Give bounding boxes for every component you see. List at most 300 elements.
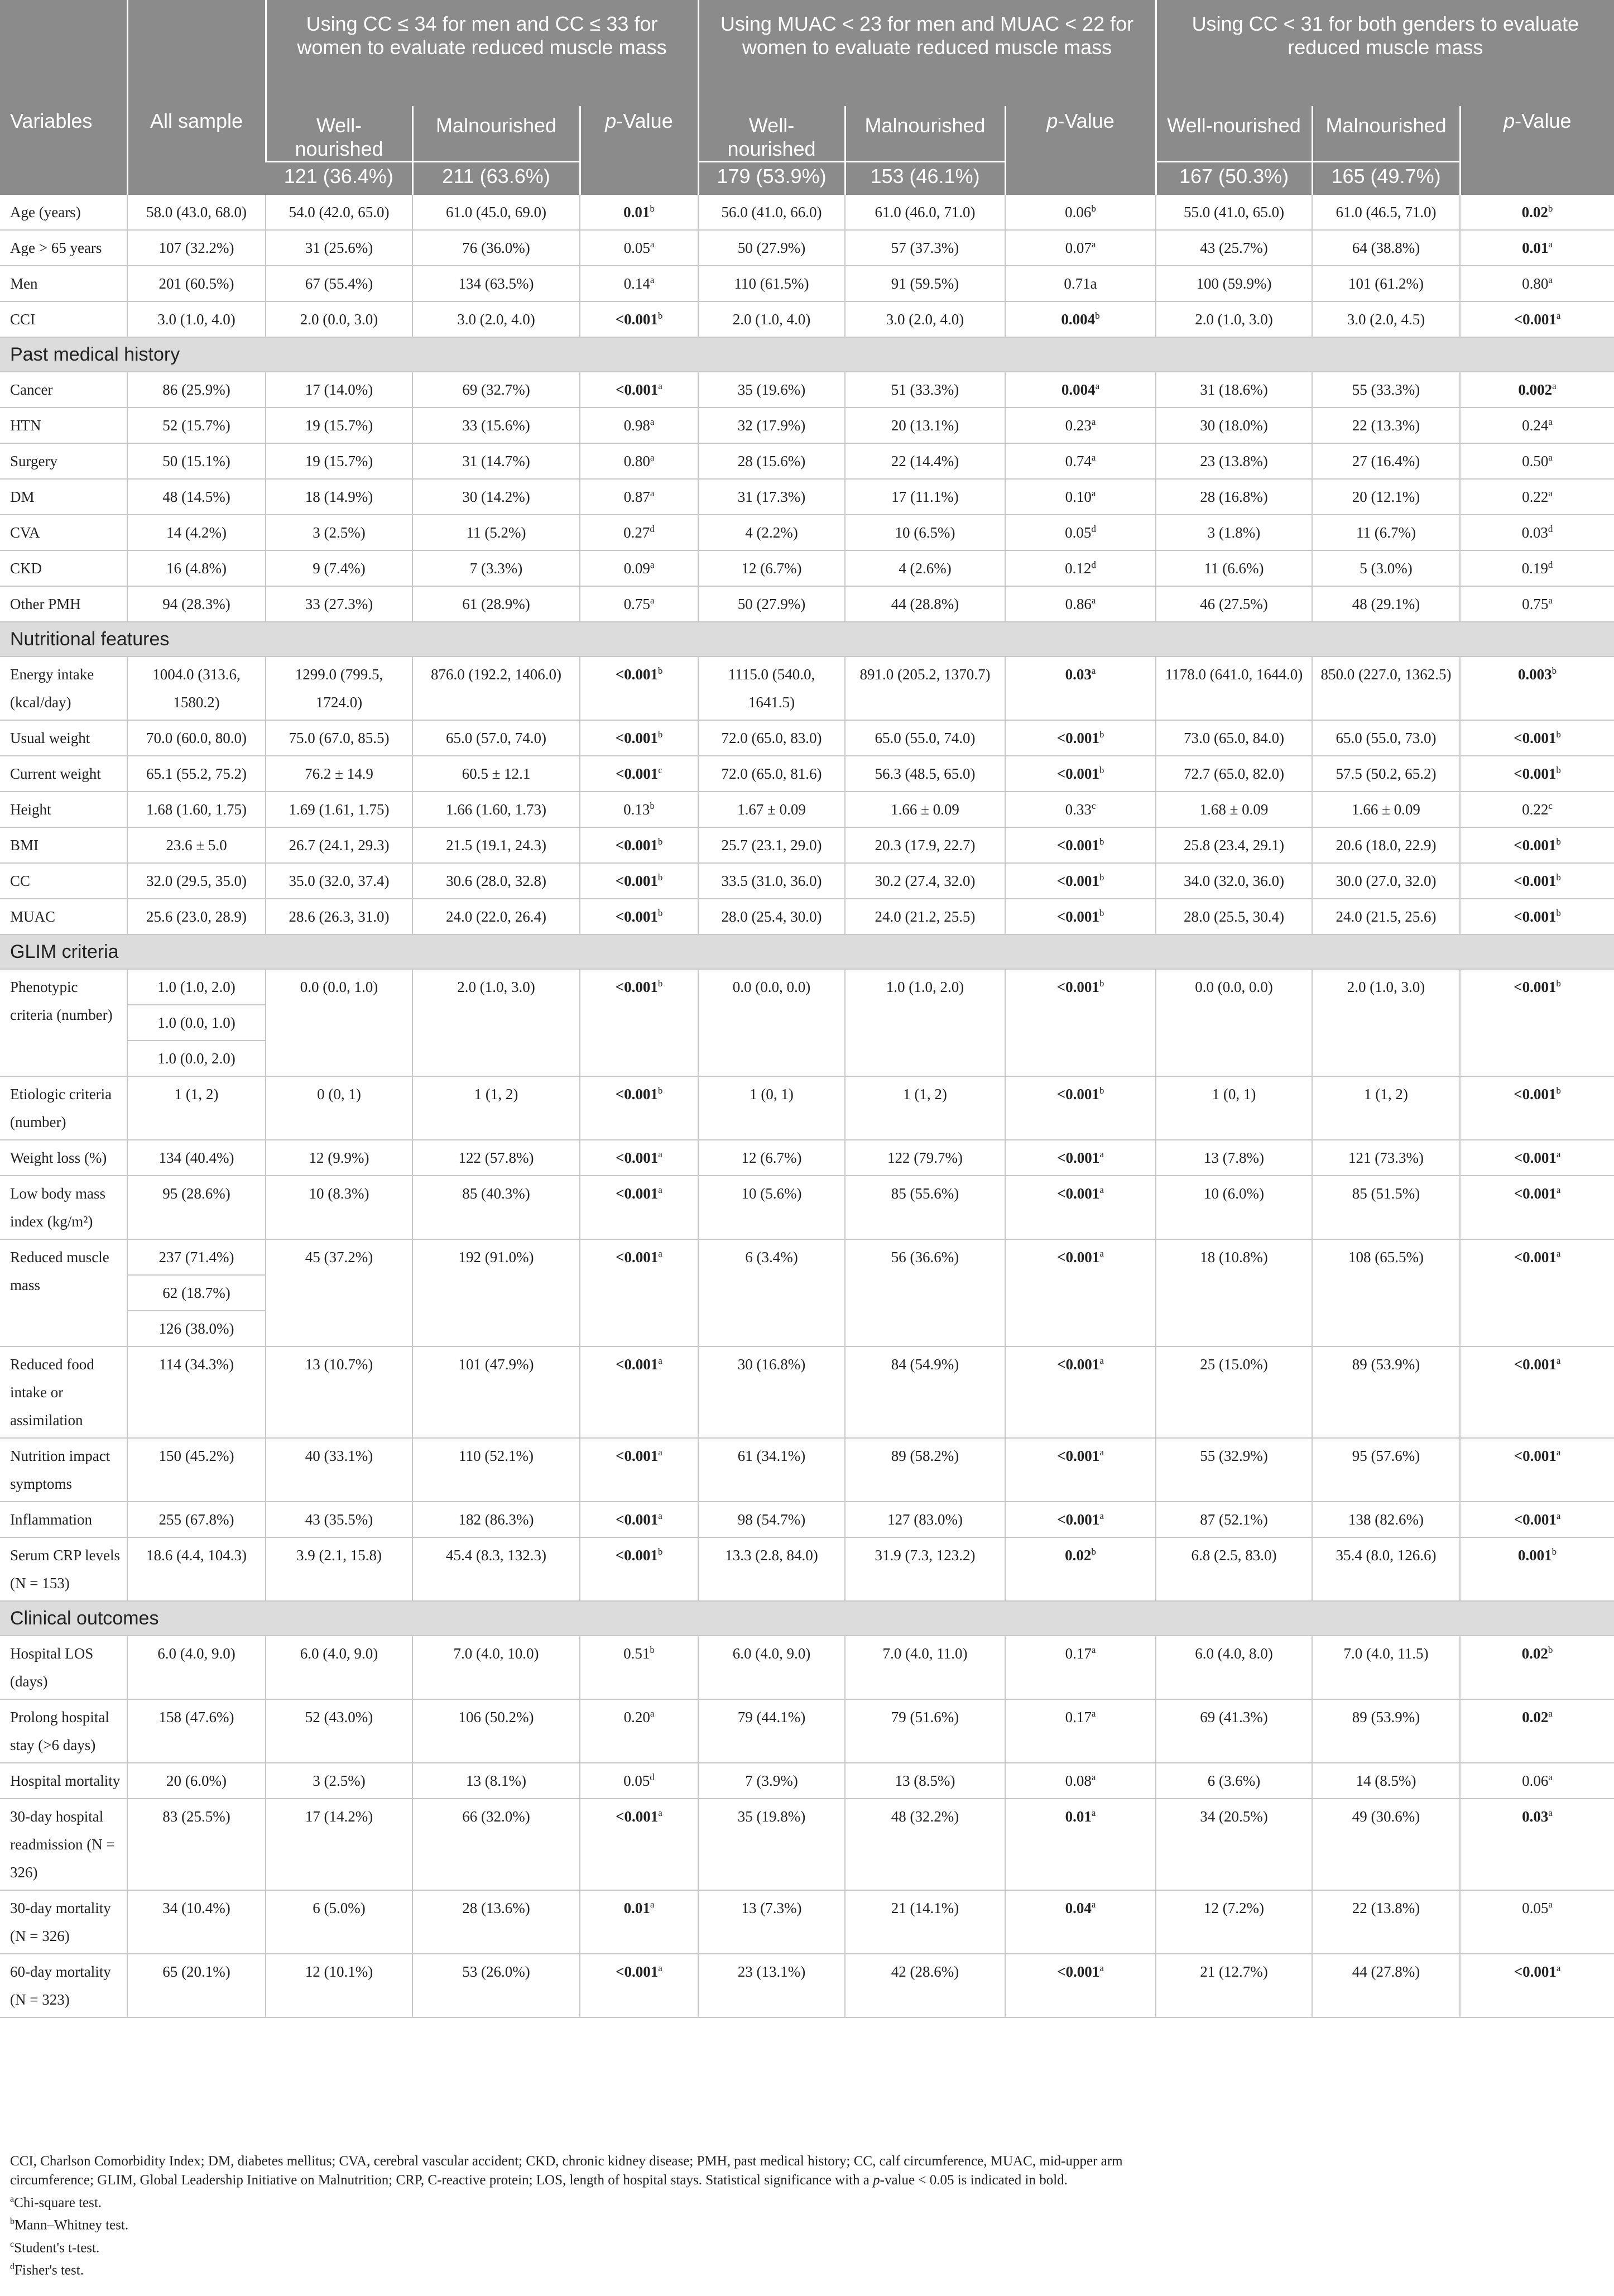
- row-label: CVA: [0, 515, 127, 550]
- test-marker: a: [1556, 1511, 1561, 1521]
- test-marker: b: [1556, 765, 1561, 775]
- all-sample-cell: 255 (67.8%): [127, 1502, 266, 1537]
- p-value-cell: [1460, 515, 1614, 550]
- test-marker: b: [650, 801, 655, 811]
- p-value-cell: [1005, 1636, 1156, 1699]
- test-marker: a: [1091, 452, 1096, 463]
- p-value-cell: [580, 301, 698, 337]
- all-sample-cell: 16 (4.8%): [127, 550, 266, 586]
- row-label: CKD: [0, 550, 127, 586]
- p-value-cell: [580, 479, 698, 515]
- well-nourished-cell: 18 (10.8%): [1156, 1239, 1312, 1346]
- test-note: [10, 2235, 1182, 2257]
- well-nourished-cell: 1.68 ± 0.09: [1156, 792, 1312, 827]
- well-nourished-cell: 18 (14.9%): [266, 479, 412, 515]
- test-marker: b: [1099, 765, 1104, 775]
- p-value: <0.001: [1514, 730, 1557, 746]
- p-value: <0.001: [1514, 837, 1557, 854]
- abbreviation-note: CCI, Charlson Comorbidity Index; DM, diabetes mellitus; CVA, cerebral vascular accident; CKD, chronic kidney disease; PMH, past medical history; CC, calf circumference, MUAC, mid-upper arm circumference; GLIM, Global Leadership Initiative on Malnutrition; CRP, C-reactive protein; LOS, length of hospital stays. Statistical significance with a p-value < 0.05 is indicated in bold.: [10, 2154, 1123, 2188]
- row-label: Nutrition impact symptoms: [0, 1438, 127, 1502]
- p-value: <0.001: [1514, 1149, 1557, 1166]
- all-sample-cell: 65.1 (55.2, 75.2): [127, 756, 266, 792]
- p-value: 0.12: [1065, 560, 1092, 577]
- malnourished-cell: 101 (61.2%): [1312, 266, 1460, 301]
- malnourished-cell: 24.0 (21.5, 25.6): [1312, 899, 1460, 934]
- well-nourished-cell: 72.0 (65.0, 83.0): [698, 720, 845, 756]
- test-marker: b: [1556, 872, 1561, 883]
- p-value: <0.001: [616, 1963, 659, 1980]
- well-nourished-cell: 13 (7.8%): [1156, 1140, 1312, 1176]
- well-nourished-cell: 31 (17.3%): [698, 479, 845, 515]
- well-nourished-cell: 2.0 (1.0, 4.0): [698, 301, 845, 337]
- test-marker: a: [1556, 1149, 1561, 1159]
- p-value: 0.003: [1517, 666, 1552, 683]
- p-value: 0.002: [1518, 381, 1553, 398]
- p-value-cell: [1005, 899, 1156, 934]
- malnourished-cell: 22 (13.3%): [1312, 408, 1460, 443]
- malnourished-cell: 79 (51.6%): [845, 1699, 1005, 1763]
- row-label: Usual weight: [0, 720, 127, 756]
- note-marker: c: [10, 2239, 15, 2249]
- test-marker: a: [1095, 381, 1100, 391]
- well-nourished-cell: 1.67 ± 0.09: [698, 792, 845, 827]
- table-row: [0, 1890, 1614, 1954]
- p-value-cell: [1005, 1799, 1156, 1890]
- test-marker: a: [1548, 1899, 1553, 1910]
- well-nourished-cell: 35 (19.8%): [698, 1799, 845, 1890]
- test-marker: b: [1548, 1645, 1553, 1655]
- test-marker: a: [1091, 1708, 1096, 1719]
- p-value-cell: [580, 515, 698, 550]
- p-value: 0.01: [1065, 1808, 1092, 1825]
- all-sample-cell: 20 (6.0%): [127, 1763, 266, 1799]
- p-value: 0.05: [1522, 1900, 1549, 1916]
- p-value: 0.87: [623, 488, 650, 505]
- test-marker: d: [1548, 559, 1553, 570]
- malnourished-cell: 89 (58.2%): [845, 1438, 1005, 1502]
- malnourished-cell: 108 (65.5%): [1312, 1239, 1460, 1346]
- malnourished-cell: 127 (83.0%): [845, 1502, 1005, 1537]
- section-heading: Clinical outcomes: [0, 1601, 1614, 1636]
- p-value: 0.10: [1065, 488, 1092, 505]
- p-value-cell: [1460, 1438, 1614, 1502]
- well-nourished-cell: 1.69 (1.61, 1.75): [266, 792, 412, 827]
- p-value-cell: [580, 656, 698, 720]
- p-value-cell: [1005, 1537, 1156, 1601]
- row-label: Cancer: [0, 372, 127, 408]
- p-value-cell: [1460, 1954, 1614, 2017]
- header-blank: [127, 0, 266, 106]
- p-value: <0.001: [1514, 1511, 1557, 1528]
- p-value: 0.02: [1065, 1547, 1092, 1564]
- footnotes: [10, 2152, 1182, 2280]
- p-value-cell: [1460, 550, 1614, 586]
- p-value: 0.02: [1522, 1709, 1549, 1725]
- malnourished-cell: 11 (5.2%): [412, 515, 580, 550]
- all-sample-value: 1.0 (1.0, 2.0): [128, 970, 265, 1005]
- table-row: [0, 656, 1614, 720]
- p-value: <0.001: [616, 1808, 659, 1825]
- note-marker: a: [10, 2194, 15, 2204]
- test-marker: a: [658, 1511, 662, 1521]
- well-nourished-cell: 6.8 (2.5, 83.0): [1156, 1537, 1312, 1601]
- well-nourished-cell: 30 (16.8%): [698, 1346, 845, 1438]
- table-row: [0, 1763, 1614, 1799]
- row-label: 30-day mortality (N = 326): [0, 1890, 127, 1954]
- malnourished-cell: 1.0 (1.0, 2.0): [845, 969, 1005, 1076]
- table-row: [0, 230, 1614, 266]
- well-nourished-cell: 55.0 (41.0, 65.0): [1156, 195, 1312, 230]
- all-sample-cell: 70.0 (60.0, 80.0): [127, 720, 266, 756]
- test-marker: b: [657, 310, 663, 321]
- p-value-cell: [1460, 1636, 1614, 1699]
- well-nourished-cell: 72.7 (65.0, 82.0): [1156, 756, 1312, 792]
- p-value: 0.08: [1065, 1772, 1092, 1789]
- malnourished-cell: 65.0 (57.0, 74.0): [412, 720, 580, 756]
- p-value: 0.001: [1517, 1547, 1552, 1564]
- test-marker: a: [658, 381, 662, 391]
- p-value: 0.03: [1522, 1808, 1549, 1825]
- well-nourished-cell: 50 (27.9%): [698, 586, 845, 622]
- malnourished-cell: 122 (57.8%): [412, 1140, 580, 1176]
- malnourished-cell: 5 (3.0%): [1312, 550, 1460, 586]
- malnourished-cell: 13 (8.1%): [412, 1763, 580, 1799]
- all-sample-value: 237 (71.4%): [128, 1240, 265, 1276]
- test-marker: b: [1091, 1546, 1096, 1557]
- malnourished-cell: 85 (40.3%): [412, 1176, 580, 1239]
- well-nourished-cell: 87 (52.1%): [1156, 1502, 1312, 1537]
- test-marker: d: [650, 1772, 655, 1782]
- malnourished-cell: 22 (13.8%): [1312, 1890, 1460, 1954]
- test-marker: a: [650, 559, 655, 570]
- malnourished-cell: 1.66 ± 0.09: [1312, 792, 1460, 827]
- test-marker: a: [658, 1149, 662, 1159]
- group-header-cc31: Using CC < 31 for both genders to evaluate reduced muscle mass: [1156, 0, 1614, 106]
- table-row: [0, 408, 1614, 443]
- all-sample-cell: 86 (25.9%): [127, 372, 266, 408]
- test-marker: a: [658, 1185, 662, 1195]
- p-value: 0.20: [623, 1709, 650, 1725]
- malnourished-cell: 121 (73.3%): [1312, 1140, 1460, 1176]
- p-value: 0.07: [1065, 239, 1092, 256]
- p-value-cell: [1460, 756, 1614, 792]
- well-nourished-cell: 72.0 (65.0, 81.6): [698, 756, 845, 792]
- malnourished-cell: 55 (33.3%): [1312, 372, 1460, 408]
- note-text: Fisher's test.: [15, 2263, 84, 2278]
- row-label: Current weight: [0, 756, 127, 792]
- well-nourished-cell: 0 (0, 1): [266, 1076, 412, 1140]
- p-value: 0.05: [1065, 524, 1092, 541]
- well-nourished-cell: 4 (2.2%): [698, 515, 845, 550]
- p-value: <0.001: [1057, 1963, 1100, 1980]
- well-nourished-cell: 32 (17.9%): [698, 408, 845, 443]
- p-value: <0.001: [1056, 1086, 1099, 1103]
- p-value-cell: [580, 1502, 698, 1537]
- test-marker: b: [1099, 729, 1104, 740]
- well-nourished-cell: 40 (33.1%): [266, 1438, 412, 1502]
- all-sample-value: 1.0 (0.0, 1.0): [128, 1005, 265, 1041]
- test-marker: b: [650, 1645, 655, 1655]
- test-marker: a: [658, 1248, 662, 1259]
- test-marker: a: [1548, 1772, 1553, 1782]
- well-nourished-cell: 6 (5.0%): [266, 1890, 412, 1954]
- test-marker: b: [1099, 1085, 1104, 1096]
- well-nourished-cell: 3 (2.5%): [266, 1763, 412, 1799]
- p-value: 0.27: [623, 524, 650, 541]
- row-label: Serum CRP levels (N = 153): [0, 1537, 127, 1601]
- section-row: [0, 1601, 1614, 1636]
- malnourished-cell: 1 (1, 2): [412, 1076, 580, 1140]
- table-row: [0, 827, 1614, 863]
- p-value-cell: [1005, 266, 1156, 301]
- well-nourished-cell: 11 (6.6%): [1156, 550, 1312, 586]
- p-value: <0.001: [615, 730, 658, 746]
- malnourished-cell: 2.0 (1.0, 3.0): [412, 969, 580, 1076]
- malnourished-cell: 95 (57.6%): [1312, 1438, 1460, 1502]
- p-value-cell: [1460, 1763, 1614, 1799]
- all-sample-cell: 150 (45.2%): [127, 1438, 266, 1502]
- p-value-cell: [1005, 1438, 1156, 1502]
- p-value-cell: [580, 550, 698, 586]
- well-nourished-cell: 79 (44.1%): [698, 1699, 845, 1763]
- group-header-muac: Using MUAC < 23 for men and MUAC < 22 for women to evaluate reduced muscle mass: [698, 0, 1156, 106]
- p-value: <0.001: [1514, 1249, 1557, 1266]
- test-marker: b: [1556, 729, 1561, 740]
- all-sample-cell: 83 (25.5%): [127, 1799, 266, 1890]
- row-label: Reduced muscle mass: [0, 1239, 127, 1346]
- malnourished-cell: 4 (2.6%): [845, 550, 1005, 586]
- malnourished-cell: 182 (86.3%): [412, 1502, 580, 1537]
- malnourished-cell: 28 (13.6%): [412, 1890, 580, 1954]
- p-value: <0.001: [1056, 730, 1099, 746]
- p-value: 0.06: [1522, 1772, 1549, 1789]
- well-nourished-cell: 10 (8.3%): [266, 1176, 412, 1239]
- well-nourished-cell: 1 (0, 1): [1156, 1076, 1312, 1140]
- p-value-cell: [1005, 230, 1156, 266]
- p-value-cell: [1460, 1502, 1614, 1537]
- test-marker: a: [650, 1899, 655, 1910]
- p-value-cell: [1005, 1699, 1156, 1763]
- well-nourished-cell: 76.2 ± 14.9: [266, 756, 412, 792]
- well-nourished-cell: 6.0 (4.0, 8.0): [1156, 1636, 1312, 1699]
- test-marker: a: [1548, 1808, 1553, 1818]
- p-value: 0.19: [1521, 560, 1548, 577]
- table-row: [0, 899, 1614, 934]
- all-sample-cell: 14 (4.2%): [127, 515, 266, 550]
- row-label: Other PMH: [0, 586, 127, 622]
- test-marker: a: [650, 416, 655, 427]
- malnourished-cell: 24.0 (21.2, 25.5): [845, 899, 1005, 934]
- well-nourished-cell: 12 (10.1%): [266, 1954, 412, 2017]
- test-marker: a: [650, 239, 655, 250]
- table-row: [0, 1699, 1614, 1763]
- p-value: 0.80: [623, 453, 650, 469]
- p-value: 0.03: [1065, 666, 1092, 683]
- malnourished-cell: 49 (30.6%): [1312, 1799, 1460, 1890]
- malnourished-cell: 31.9 (7.3, 123.2): [845, 1537, 1005, 1601]
- well-nourished-cell: 100 (59.9%): [1156, 266, 1312, 301]
- malnourished-cell: 891.0 (205.2, 1370.7): [845, 656, 1005, 720]
- malnourished-cell: 122 (79.7%): [845, 1140, 1005, 1176]
- p-value-cell: [1005, 1954, 1156, 2017]
- well-nourished-cell: 19 (15.7%): [266, 443, 412, 479]
- malnourished-cell: 1.66 ± 0.09: [845, 792, 1005, 827]
- malnourished-cell: 85 (51.5%): [1312, 1176, 1460, 1239]
- well-nourished-cell: 31 (18.6%): [1156, 372, 1312, 408]
- table-row: [0, 756, 1614, 792]
- p-value: 0.04: [1065, 1900, 1092, 1916]
- test-marker: a: [1556, 1963, 1561, 1973]
- header-well-nourished: Well-nourished: [266, 106, 412, 162]
- p-value-cell: [580, 1346, 698, 1438]
- p-value: <0.001: [1057, 1149, 1100, 1166]
- all-sample-cell: 134 (40.4%): [127, 1140, 266, 1176]
- malnourished-cell: 33 (15.6%): [412, 408, 580, 443]
- well-nourished-cell: 46 (27.5%): [1156, 586, 1312, 622]
- test-marker: a: [1091, 1899, 1096, 1910]
- well-nourished-cell: 10 (6.0%): [1156, 1176, 1312, 1239]
- malnourished-cell: 30.0 (27.0, 32.0): [1312, 863, 1460, 899]
- test-marker: a: [1556, 310, 1561, 321]
- well-nourished-cell: 1178.0 (641.0, 1644.0): [1156, 656, 1312, 720]
- malnourished-cell: 57 (37.3%): [845, 230, 1005, 266]
- p-value: <0.001: [616, 381, 659, 398]
- p-value: 0.02: [1521, 204, 1548, 221]
- p-value-cell: [1005, 1890, 1156, 1954]
- table-row: [0, 1537, 1614, 1601]
- malnourished-cell: 21 (14.1%): [845, 1890, 1005, 1954]
- p-value-cell: [1005, 827, 1156, 863]
- malnourished-cell: 45.4 (8.3, 132.3): [412, 1537, 580, 1601]
- well-nourished-cell: 3 (1.8%): [1156, 515, 1312, 550]
- all-sample-cell: 201 (60.5%): [127, 266, 266, 301]
- well-nourished-cell: 12 (6.7%): [698, 550, 845, 586]
- test-marker: a: [650, 275, 655, 285]
- well-nourished-cell: 67 (55.4%): [266, 266, 412, 301]
- well-nourished-cell: 1299.0 (799.5, 1724.0): [266, 656, 412, 720]
- malnourished-cell: 14 (8.5%): [1312, 1763, 1460, 1799]
- p-value: <0.001: [616, 1149, 659, 1166]
- all-sample-cell: 1.68 (1.60, 1.75): [127, 792, 266, 827]
- p-value-cell: [1005, 550, 1156, 586]
- test-marker: a: [1556, 1355, 1561, 1366]
- table-row: [0, 1239, 1614, 1346]
- table-row: [0, 195, 1614, 230]
- test-marker: a: [1548, 452, 1553, 463]
- malnourished-cell: 44 (28.8%): [845, 586, 1005, 622]
- test-marker: a: [658, 1355, 662, 1366]
- test-marker: b: [1099, 908, 1104, 918]
- row-label: Age > 65 years: [0, 230, 127, 266]
- p-value: <0.001: [615, 837, 658, 854]
- test-marker: a: [650, 595, 655, 606]
- malnourished-cell: 61.0 (46.0, 71.0): [845, 195, 1005, 230]
- p-value-cell: [1460, 266, 1614, 301]
- p-value-cell: [1005, 1346, 1156, 1438]
- p-value-cell: [1460, 479, 1614, 515]
- p-value: <0.001: [1514, 1086, 1557, 1103]
- p-value-cell: [580, 1799, 698, 1890]
- note-text: Chi-square test.: [14, 2195, 102, 2211]
- malnourished-cell: 61.0 (45.0, 69.0): [412, 195, 580, 230]
- table-row: [0, 792, 1614, 827]
- test-marker: a: [1099, 1447, 1104, 1458]
- p-value: <0.001: [1514, 979, 1557, 995]
- p-value-cell: [580, 899, 698, 934]
- well-nourished-cell: 35.0 (32.0, 37.4): [266, 863, 412, 899]
- p-value-cell: [1460, 301, 1614, 337]
- test-marker: a: [1091, 1772, 1096, 1782]
- p-value: <0.001: [616, 1185, 659, 1202]
- p-value-cell: [1460, 230, 1614, 266]
- row-label: Hospital mortality: [0, 1763, 127, 1799]
- well-nourished-cell: 12 (7.2%): [1156, 1890, 1312, 1954]
- well-nourished-cell: 13 (7.3%): [698, 1890, 845, 1954]
- table-row: [0, 586, 1614, 622]
- malnourished-cell: 850.0 (227.0, 1362.5): [1312, 656, 1460, 720]
- well-nourished-cell: 28.6 (26.3, 31.0): [266, 899, 412, 934]
- test-marker: a: [1548, 1708, 1553, 1719]
- malnourished-cell: 13 (8.5%): [845, 1763, 1005, 1799]
- well-nourished-cell: 3 (2.5%): [266, 515, 412, 550]
- malnourished-cell: 56.3 (48.5, 65.0): [845, 756, 1005, 792]
- test-marker: a: [1091, 416, 1096, 427]
- well-nourished-cell: 17 (14.0%): [266, 372, 412, 408]
- well-nourished-cell: 34 (20.5%): [1156, 1799, 1312, 1890]
- malnourished-cell: 192 (91.0%): [412, 1239, 580, 1346]
- p-value: <0.001: [615, 979, 658, 995]
- p-value-cell: [580, 1890, 698, 1954]
- p-value-cell: [1005, 720, 1156, 756]
- section-heading: Past medical history: [0, 337, 1614, 372]
- malnourished-cell: 24.0 (22.0, 26.4): [412, 899, 580, 934]
- malnourished-cell: 91 (59.5%): [845, 266, 1005, 301]
- p-value: 0.22: [1522, 488, 1549, 505]
- p-value: 0.17: [1065, 1709, 1092, 1725]
- p-value: 0.01: [623, 1900, 650, 1916]
- malnourished-cell: 7.0 (4.0, 11.0): [845, 1636, 1005, 1699]
- all-sample-cell: 18.6 (4.4, 104.3): [127, 1537, 266, 1601]
- test-marker: a: [650, 452, 655, 463]
- p-value: 0.004: [1061, 381, 1096, 398]
- p-value: <0.001: [615, 1547, 658, 1564]
- well-nourished-cell: 26.7 (24.1, 29.3): [266, 827, 412, 863]
- p-value: <0.001: [1514, 873, 1557, 889]
- table-row: [0, 1076, 1614, 1140]
- p-value: 0.03: [1521, 524, 1548, 541]
- p-value-cell: [1460, 586, 1614, 622]
- p-value: <0.001: [1057, 1511, 1100, 1528]
- test-marker: b: [657, 836, 663, 847]
- well-nourished-cell: 19 (15.7%): [266, 408, 412, 443]
- p-value-cell: [1460, 863, 1614, 899]
- well-nourished-cell: 54.0 (42.0, 65.0): [266, 195, 412, 230]
- malnourished-cell: 1 (1, 2): [1312, 1076, 1460, 1140]
- p-value: <0.001: [616, 1356, 659, 1373]
- malnourished-cell: 57.5 (50.2, 65.2): [1312, 756, 1460, 792]
- malnourished-cell: 134 (63.5%): [412, 266, 580, 301]
- p-value: <0.001: [1057, 1249, 1100, 1266]
- p-value: <0.001: [1056, 873, 1099, 889]
- p-value-cell: [1005, 195, 1156, 230]
- well-nourished-cell: 3.9 (2.1, 15.8): [266, 1537, 412, 1601]
- p-value-cell: [580, 1763, 698, 1799]
- p-value-cell: [1460, 1346, 1614, 1438]
- p-value-cell: [580, 756, 698, 792]
- p-value: 0.98: [623, 417, 650, 434]
- all-sample-cell: 34 (10.4%): [127, 1890, 266, 1954]
- p-value: 0.14: [623, 275, 650, 292]
